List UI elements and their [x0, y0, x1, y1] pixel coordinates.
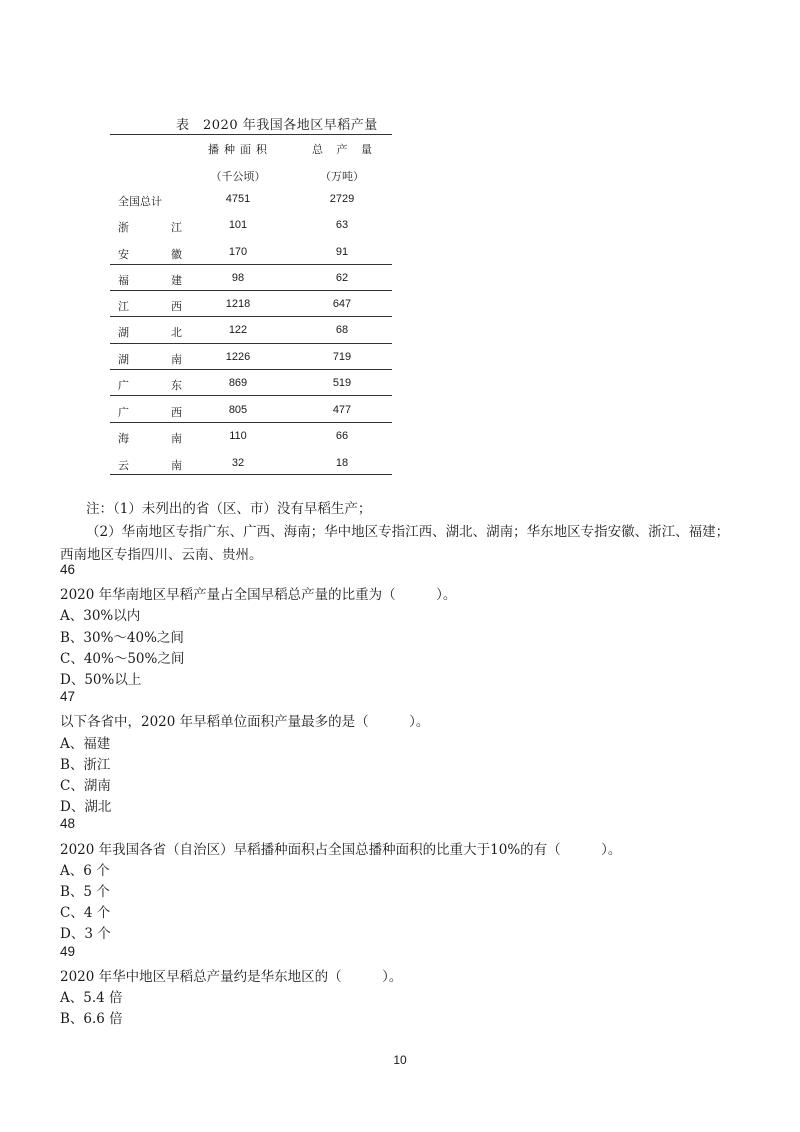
table-cell-production: 719	[332, 351, 352, 363]
table-cell-production: 62	[335, 272, 349, 284]
answer-option[interactable]: B、5 个	[60, 884, 110, 900]
header-area-unit: （千公顷）	[210, 170, 266, 183]
region-name: 江	[118, 300, 129, 313]
question-stem: 2020 年我国各省（自治区）早稻播种面积占全国总播种面积的比重大于10%的有（ ）。	[60, 842, 622, 858]
region-name: 海	[118, 432, 129, 445]
table-row-name	[118, 404, 182, 420]
table-cell-production: 66	[335, 430, 349, 442]
table-cell-area: 122	[228, 324, 248, 336]
region-name-suffix: 东	[171, 379, 182, 392]
answer-option[interactable]: D、湖北	[60, 799, 112, 815]
question-number: 46	[60, 562, 76, 577]
region-name-suffix: 北	[171, 326, 182, 339]
table-row-rule	[110, 316, 392, 317]
table-cell-area: 4751	[225, 193, 251, 205]
table-row-rule	[110, 264, 392, 265]
answer-option[interactable]: C、40%～50%之间	[60, 651, 185, 667]
region-name-suffix: 南	[171, 459, 182, 472]
table-cell-area: 170	[228, 246, 248, 258]
region-name-suffix: 南	[171, 432, 182, 445]
answer-option[interactable]: A、30%以内	[60, 608, 141, 624]
table-cell-production: 647	[332, 298, 352, 310]
table-cell-area: 805	[228, 404, 248, 416]
answer-option[interactable]: C、湖南	[60, 778, 111, 794]
question-number: 48	[60, 816, 76, 831]
region-name: 云	[118, 459, 129, 472]
table-cell-area: 869	[228, 377, 248, 389]
table-row-name	[118, 351, 182, 367]
answer-option[interactable]: D、50%以上	[60, 672, 142, 688]
table-row-name	[118, 324, 182, 340]
table-title: 表 2020 年我国各地区早稻产量	[176, 118, 378, 133]
answer-option[interactable]: A、福建	[60, 736, 111, 752]
page-number: 10	[393, 1053, 407, 1067]
question-stem: 2020 年华中地区早稻总产量约是华东地区的（ ）。	[60, 969, 403, 985]
region-name: 广	[118, 379, 129, 392]
table-row-name	[118, 457, 182, 473]
table-row-rule	[110, 395, 392, 396]
region-name: 全国总计	[118, 195, 162, 208]
table-row-rule	[110, 422, 392, 423]
header-production-label: 总 产 量	[312, 143, 377, 156]
table-cell-production: 477	[332, 404, 352, 416]
table-cell-production: 519	[332, 377, 352, 389]
table-cell-area: 1226	[225, 351, 251, 363]
table-cell-production: 18	[335, 457, 349, 469]
answer-option[interactable]: A、5.4 倍	[60, 990, 123, 1006]
table-row-name	[118, 377, 182, 393]
table-cell-area: 98	[231, 272, 245, 284]
region-name-suffix: 徽	[171, 248, 182, 261]
note-line-1: 注：（1）未列出的省（区、市）没有早稻生产；	[86, 501, 372, 517]
region-name: 湖	[118, 326, 129, 339]
table-cell-production: 91	[335, 246, 349, 258]
note-line-2: （2）华南地区专指广东、广西、海南；华中地区专指江西、湖北、湖南；华东地区专指安徽、浙江、福建；	[86, 524, 730, 540]
table-cell-area: 1218	[225, 298, 251, 310]
answer-option[interactable]: B、浙江	[60, 757, 111, 773]
header-area-label: 播种面积	[208, 143, 272, 156]
table-row-name	[118, 272, 182, 288]
region-name: 浙	[118, 221, 129, 234]
table-row-name	[118, 298, 182, 314]
region-name: 广	[118, 406, 129, 419]
header-production-unit: （万吨）	[320, 170, 364, 183]
region-name: 湖	[118, 353, 129, 366]
question-stem: 以下各省中，2020 年早稻单位面积产量最多的是（ ）。	[60, 714, 430, 730]
region-name-suffix: 江	[171, 221, 182, 234]
table-row-name	[118, 219, 182, 235]
table-row-rule	[110, 369, 392, 370]
table-row-rule	[110, 343, 392, 344]
table-row-name	[118, 246, 182, 262]
question-stem: 2020 年华南地区早稻产量占全国早稻总产量的比重为（ ）。	[60, 587, 457, 603]
table-cell-production: 2729	[329, 193, 355, 205]
table-row-rule	[110, 474, 392, 475]
table-row-name	[118, 193, 182, 209]
question-number: 47	[60, 689, 76, 704]
answer-option[interactable]: B、6.6 倍	[60, 1011, 123, 1027]
table-cell-area: 110	[229, 430, 247, 442]
table-cell-area: 32	[231, 457, 245, 469]
table-cell-production: 63	[335, 219, 349, 231]
region-name-suffix: 西	[171, 406, 182, 419]
answer-option[interactable]: A、6 个	[60, 863, 110, 879]
region-name-suffix: 西	[171, 300, 182, 313]
region-name: 福	[118, 274, 129, 287]
region-name-suffix: 建	[171, 274, 182, 287]
note-line-3: 西南地区专指四川、云南、贵州。	[60, 547, 263, 563]
question-number: 49	[60, 944, 76, 959]
answer-option[interactable]: C、4 个	[60, 905, 111, 921]
region-name-suffix: 南	[171, 353, 182, 366]
table-row-name	[118, 430, 182, 446]
table-cell-area: 101	[228, 219, 248, 231]
answer-option[interactable]: B、30%～40%之间	[60, 630, 184, 646]
table-cell-production: 68	[335, 324, 349, 336]
table-top-rule	[110, 134, 392, 135]
table-row-rule	[110, 290, 392, 291]
region-name: 安	[118, 248, 129, 261]
answer-option[interactable]: D、3 个	[60, 926, 111, 942]
